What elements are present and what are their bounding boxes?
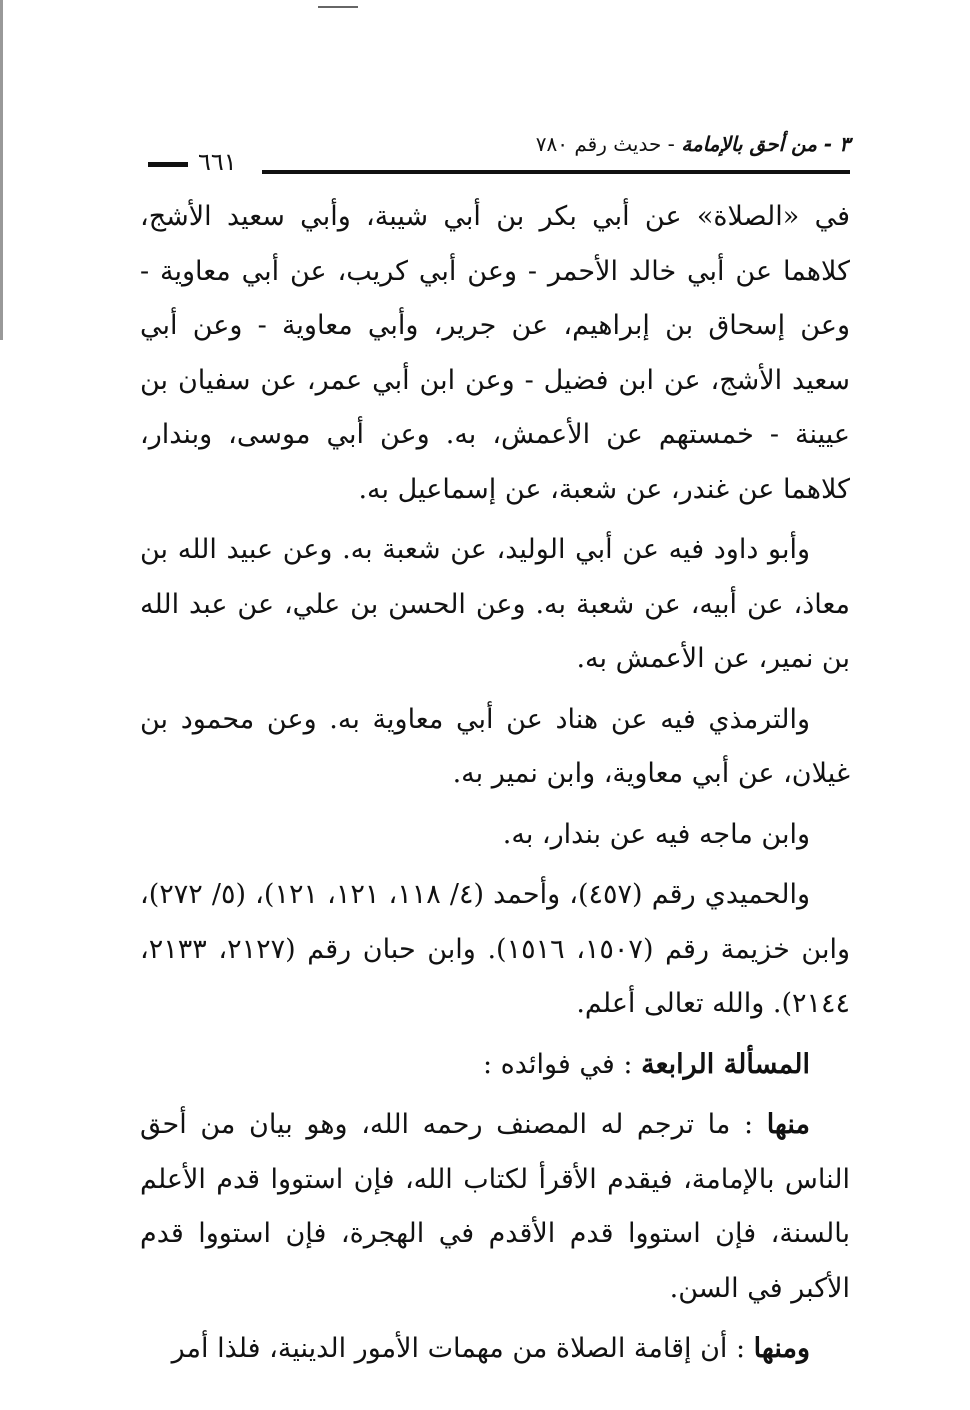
- paragraph-text: : أن إقامة الصلاة من مهمات الأمور الدينية، فلذا أمر: [171, 1333, 746, 1364]
- paragraph-4: [140, 808, 850, 863]
- paragraph-3: [140, 693, 850, 802]
- paragraph-text: وابن ماجه فيه عن بندار، به.: [502, 818, 810, 850]
- paragraph-text: في «الصلاة» عن أبي بكر بن أبي شيبة، وأبي سعيد الأشج، كلاهما عن أبي خالد الأحمر - وعن أبي كريب، عن أبي معاوية - وعن إسحاق بن إبراهيم، عن جرير، وأبي معاوية - وعن أبي سعيد الأشج، عن ابن فضيل - وعن ابن أبي عمر، عن سفيان بن عيينة - خمستهم عن الأعمش، به. وعن أبي موسى، وبندار، كلاهما عن غندر، عن شعبة، عن إسماعيل به.: [140, 201, 850, 505]
- paragraph-1: [140, 190, 850, 517]
- header-rule: [262, 170, 850, 174]
- hadith-number: - حديث رقم ٧٨٠: [535, 132, 675, 156]
- page-number-dash: [148, 162, 188, 167]
- lead-word: ومنها: [753, 1333, 810, 1364]
- paragraph-text: والترمذي فيه عن هناد عن أبي معاوية به. وعن محمود بن غيلان، عن أبي معاوية، وابن نمير به.: [140, 703, 850, 789]
- paragraph-text: والحميدي رقم (٤٥٧)، وأحمد (٤/ ١١٨، ١٢١، ١٢١)، (٥/ ٢٧٢)، وابن خزيمة رقم (١٥٠٧، ١٥١٦). وابن حبان رقم (٢١٢٧، ٢١٣٣، ٢١٤٤). والله تعالى أعلم.: [140, 879, 851, 1019]
- paragraph-8: [140, 1322, 850, 1377]
- lead-word: منها: [766, 1109, 810, 1140]
- paragraph-2: [140, 523, 850, 687]
- scan-edge: [0, 0, 3, 340]
- page-number: ٦٦١: [198, 148, 237, 176]
- paragraph-7: [140, 1098, 850, 1316]
- chapter-title: ٣ - من أحق بالإمامة: [681, 132, 850, 156]
- section-heading: المسألة الرابعة: [641, 1048, 810, 1080]
- scan-mark: [318, 6, 358, 8]
- paragraph-text: : في فوائده :: [482, 1048, 633, 1080]
- header-title: [536, 132, 850, 156]
- paragraph-text: : ما ترجم له المصنف رحمه الله، وهو بيان من أحق الناس بالإمامة، فيقدم الأقرأ لكتاب الله، فإن استووا قدم الأعلم بالسنة، فإن استووا قدم الأقدم في الهجرة، فإن استووا قدم الأكبر في السن.: [140, 1109, 850, 1304]
- paragraph-6: [140, 1038, 850, 1093]
- running-header: [140, 130, 850, 178]
- paragraph-text: وأبو داود فيه عن أبي الوليد، عن شعبة به. وعن عبيد الله بن معاذ، عن أبيه، عن شعبة به. وعن الحسن بن علي، عن عبد الله بن نمير، عن الأعمش به.: [140, 534, 850, 674]
- body-text: [140, 190, 850, 1383]
- paragraph-5: [140, 868, 850, 1032]
